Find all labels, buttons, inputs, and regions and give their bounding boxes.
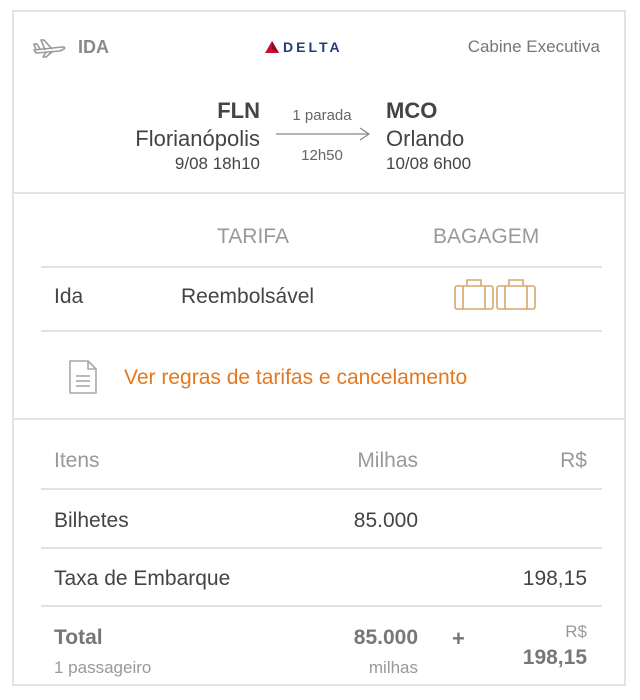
destination-code: MCO — [386, 98, 438, 123]
origin-city: Florianópolis — [135, 126, 260, 151]
fare-row-leg: Ida — [54, 285, 84, 308]
origin-datetime: 9/08 18h10 — [174, 154, 260, 173]
document-icon — [68, 359, 98, 395]
plus-sign: + — [452, 626, 465, 651]
origin-code: FLN — [217, 98, 260, 123]
destination-city: Orlando — [386, 126, 465, 151]
divider — [41, 330, 602, 332]
passenger-count: 1 passageiro — [54, 658, 152, 677]
delta-logo-icon — [265, 41, 279, 53]
airline-logo — [265, 39, 343, 55]
divider — [41, 547, 602, 549]
divider — [41, 266, 602, 268]
price-row-label: Bilhetes — [54, 509, 129, 532]
stops-label: 1 parada — [292, 107, 352, 124]
fare-column-header: TARIFA — [217, 225, 289, 248]
total-brl: 198,15 — [522, 646, 587, 669]
price-row-label: Taxa de Embarque — [54, 567, 231, 590]
miles-column-header: Milhas — [357, 449, 418, 472]
baggage-column-header: BAGAGEM — [433, 225, 540, 248]
total-currency: R$ — [565, 622, 587, 641]
flight-section — [14, 12, 624, 194]
price-row-miles: 85.000 — [353, 509, 418, 532]
suitcase-icon — [454, 277, 536, 311]
divider — [41, 488, 602, 490]
total-label: Total — [54, 626, 103, 649]
direction-label: IDA — [78, 37, 109, 57]
divider — [41, 605, 602, 607]
fare-row-type: Reembolsável — [181, 285, 315, 308]
price-section — [14, 420, 624, 686]
plane-icon — [32, 36, 66, 58]
flight-summary-card — [12, 10, 626, 686]
price-row-brl: 198,15 — [522, 567, 587, 590]
items-column-header: Itens — [54, 449, 100, 472]
cabin-class: Cabine Executiva — [467, 37, 600, 56]
currency-column-header: R$ — [560, 449, 587, 472]
destination-datetime: 10/08 6h00 — [386, 154, 472, 173]
total-miles-unit: milhas — [368, 658, 418, 677]
arrow-right-icon — [274, 126, 372, 142]
fare-rules-link[interactable]: Ver regras de tarifas e cancelamento — [124, 366, 468, 389]
duration-label: 12h50 — [301, 147, 343, 164]
airline-name: DELTA — [283, 39, 343, 55]
fare-section — [14, 194, 624, 420]
total-miles: 85.000 — [353, 626, 418, 649]
